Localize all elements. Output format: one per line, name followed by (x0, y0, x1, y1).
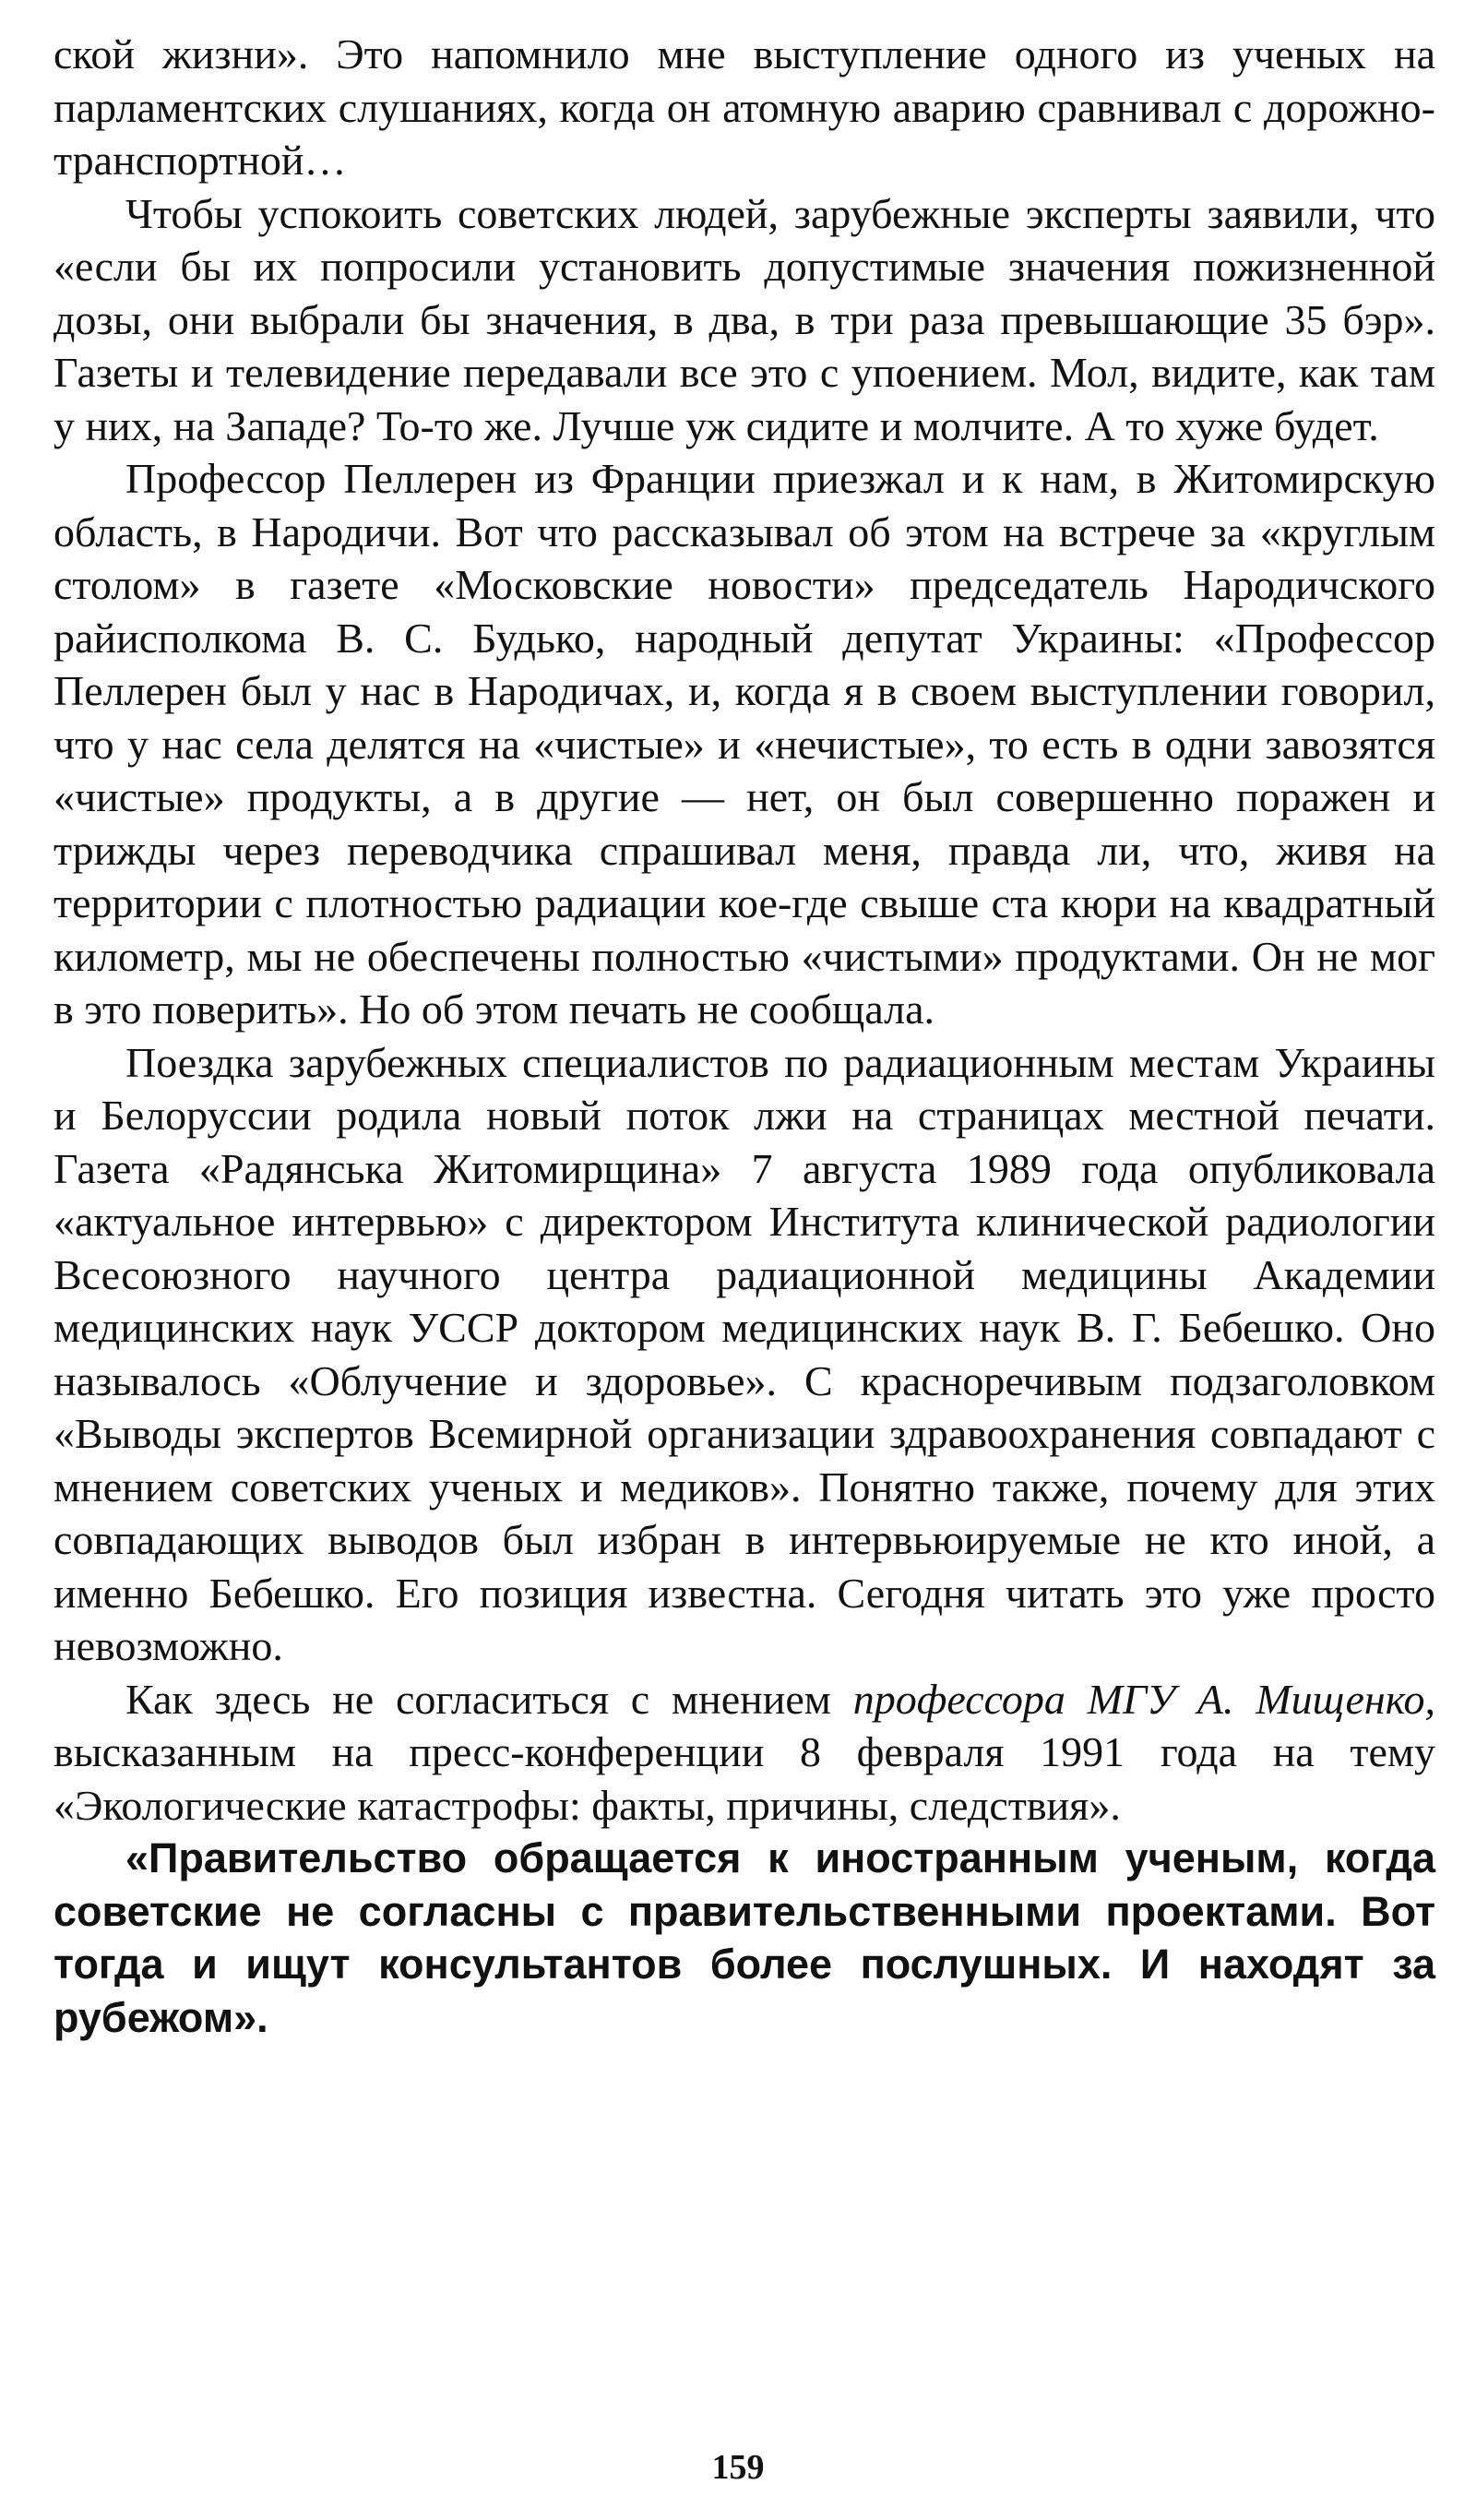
paragraph-continuation: ской жизни». Это напомнило мне выступление одного из ученых на парламентских слушаниях, когда он атомную аварию сравнивал с дорожно-транспортной… (54, 30, 1435, 184)
paragraph-rest-text: высказанным на пресс-конференции 8 февраля 1991 года на тему «Экологические катастрофы: факты, причины, следствия». (54, 1728, 1435, 1829)
quote-block: «Правительство обращается к иностранным ученым, когда советские не согласны с правительственными проектами. Вот тогда и ищут консультантов более послушных. И находят за рубежом». (54, 1834, 1435, 2041)
paragraph-lead-text: Как здесь не согласиться с мнением (125, 1675, 831, 1723)
paragraph-italic-text: профессора МГУ А. Мищенко, (852, 1675, 1435, 1723)
paragraph-foreign-trip: Поездка зарубежных специалистов по радиационным местам Украины и Белоруссии родила новый поток лжи на страницах местной печати. Газета «Радянська Житомирщина» 7 августа 1989 года опубликовала «актуальное интервью» с директором Института клинической радиологии Всесоюзного научного центра радиационной медицины Академии медицинских наук УССР доктором медицинских наук В. Г. Бебешко. Оно называлось «Облучение и здоровье». С красноречивым подзаголовком «Выводы экспертов Всемирной организации здравоохранения совпадают с мнением советских ученых и медиков». Понятно также, почему для этих совпадающих выводов был избран в интервьюируемые не кто иной, а именно Бебешко. Его позиция известна. Сегодня читать это уже просто невозможно. (54, 1038, 1435, 1669)
page-number: 159 (711, 2448, 765, 2487)
page-body (54, 28, 1435, 2044)
paragraph-mishchenko-opinion (54, 1673, 1435, 1833)
paragraph-professor-pelleren: Профессор Пеллерен из Франции приезжал и к нам, в Житомирскую область, в Народичи. Вот что рассказывал об этом на встрече за «круглым столом» в газете «Московские новости» председатель Народичского райисполкома В. С. Будько, народный депутат Украины: «Профессор Пеллерен был у нас в Народичах, и, когда я в своем выступлении говорил, что у нас села делятся на «чистые» и «нечистые», то есть в одни завозятся «чистые» продукты, а в другие — нет, он был совершенно поражен и трижды через переводчика спрашивал меня, правда ли, что, живя на территории с плотностью радиации кое-где свыше ста кюри на квадратный километр, мы не обеспечены полностью «чистыми» продуктами. Он не мог в это поверить». Но об этом печать не сообщала. (54, 455, 1435, 1033)
paragraph-foreign-experts: Чтобы успокоить советских людей, зарубежные эксперты заявили, что «если бы их попросили установить допустимые значения пожизненной дозы, они выбрали бы значения, в два, в три раза превышающие 35 бэр». Газеты и телевидение передавали все это с упоением. Мол, видите, как там у них, на Западе? То-то же. Лучше уж сидите и молчите. А то хуже будет. (54, 189, 1435, 449)
